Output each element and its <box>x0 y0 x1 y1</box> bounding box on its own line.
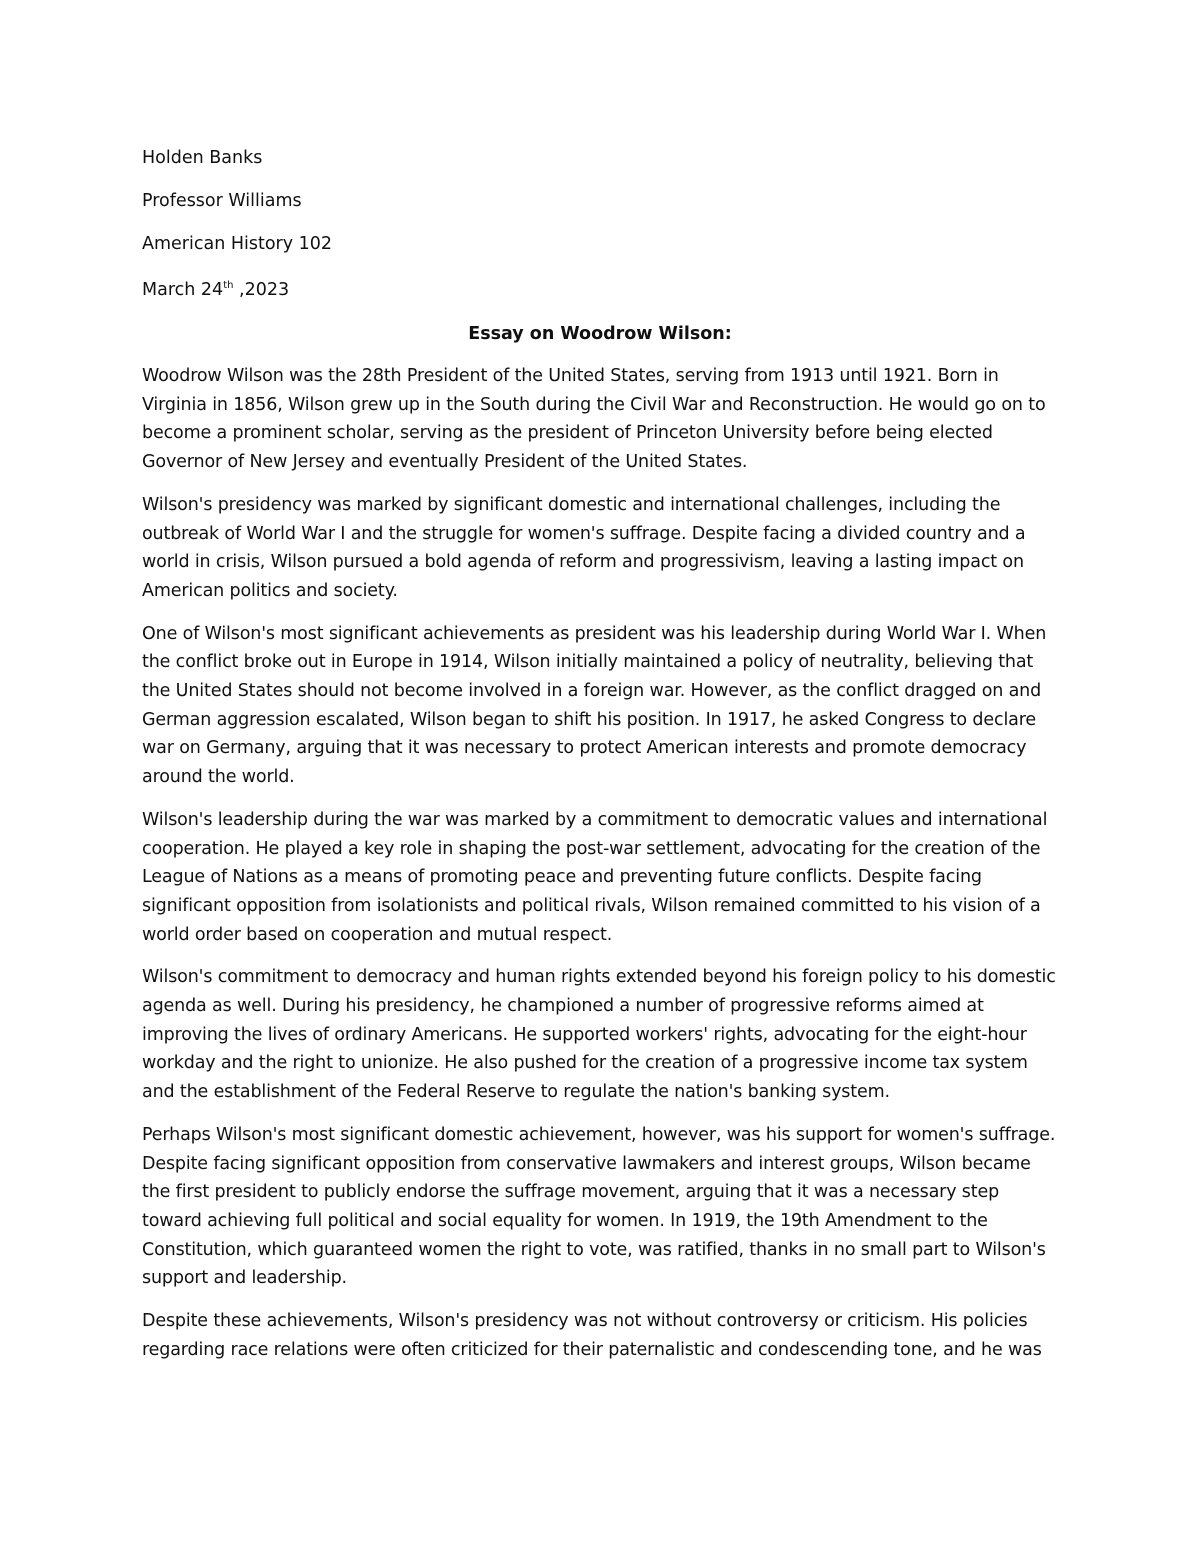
paragraph: Perhaps Wilson's most significant domestic achievement, however, was his support for women's suffrage. Despite facing significant opposition from conservative lawmakers and interest groups, Wilson became the first president to publicly endorse the suffrage movement, arguing that it was a necessary step toward achieving full political and social equality for women. In 1919, the 19th Amendment to the Constitution, which guaranteed women the right to vote, was ratified, thanks in no small part to Wilson's support and leadership. <box>142 1124 1056 1289</box>
essay-body <box>142 362 1062 1379</box>
paragraph: Wilson's presidency was marked by significant domestic and international challenges, including the outbreak of World War I and the struggle for women's suffrage. Despite facing a divided country and a world in crisis, Wilson pursued a bold agenda of reform and progressivism, leaving a lasting impact on American politics and society. <box>142 494 1026 601</box>
paragraph: Woodrow Wilson was the 28th President of the United States, serving from 1913 until 1921. Born in Virginia in 1856, Wilson grew up in the South during the Civil War and Reconstruction. He would go on to become a prominent scholar, serving as the president of Princeton University before being elected Governor of New Jersey and eventually President of the United States. <box>142 366 1046 473</box>
essay-date <box>142 276 289 304</box>
date-suffix: ,2023 <box>233 280 290 300</box>
paragraph: Wilson's leadership during the war was marked by a commitment to democratic values and international cooperation. He played a key role in shaping the post-war settlement, advocating for the creation of the League of Nations as a means of promoting peace and preventing future conflicts. Despite facing significant opposition from isolationists and political rivals, Wilson remained committed to his vision of a world order based on cooperation and mutual respect. <box>142 809 1048 945</box>
paragraph: One of Wilson's most significant achievements as president was his leadership during World War I. When the conflict broke out in Europe in 1914, Wilson initially maintained a policy of neutrality, believing that the United States should not become involved in a foreign war. However, as the conflict dragged on and German aggression escalated, Wilson began to shift his position. In 1917, he asked Congress to declare war on Germany, arguing that it was necessary to protect American interests and promote democracy around the world. <box>142 623 1047 788</box>
date-superscript: th <box>223 280 234 292</box>
professor-name: Professor Williams <box>142 191 302 211</box>
course-name: American History 102 <box>142 234 333 254</box>
paragraph: Wilson's commitment to democracy and human rights extended beyond his foreign policy to his domestic agenda as well. During his presidency, he championed a number of progressive reforms aimed at improving the lives of ordinary Americans. He supported workers' rights, advocating for the eight-hour workday and the right to unionize. He also pushed for the creation of a progressive income tax system and the establishment of the Federal Reserve to regulate the nation's banking system. <box>142 967 1056 1103</box>
author-name: Holden Banks <box>142 148 263 168</box>
essay-title: Essay on Woodrow Wilson: <box>468 324 732 344</box>
date-prefix: March 24 <box>142 280 224 300</box>
paragraph: Despite these achievements, Wilson's presidency was not without controversy or criticism. His policies regarding race relations were often criticized for their paternalistic and condescending tone, and he was <box>142 1311 1042 1360</box>
